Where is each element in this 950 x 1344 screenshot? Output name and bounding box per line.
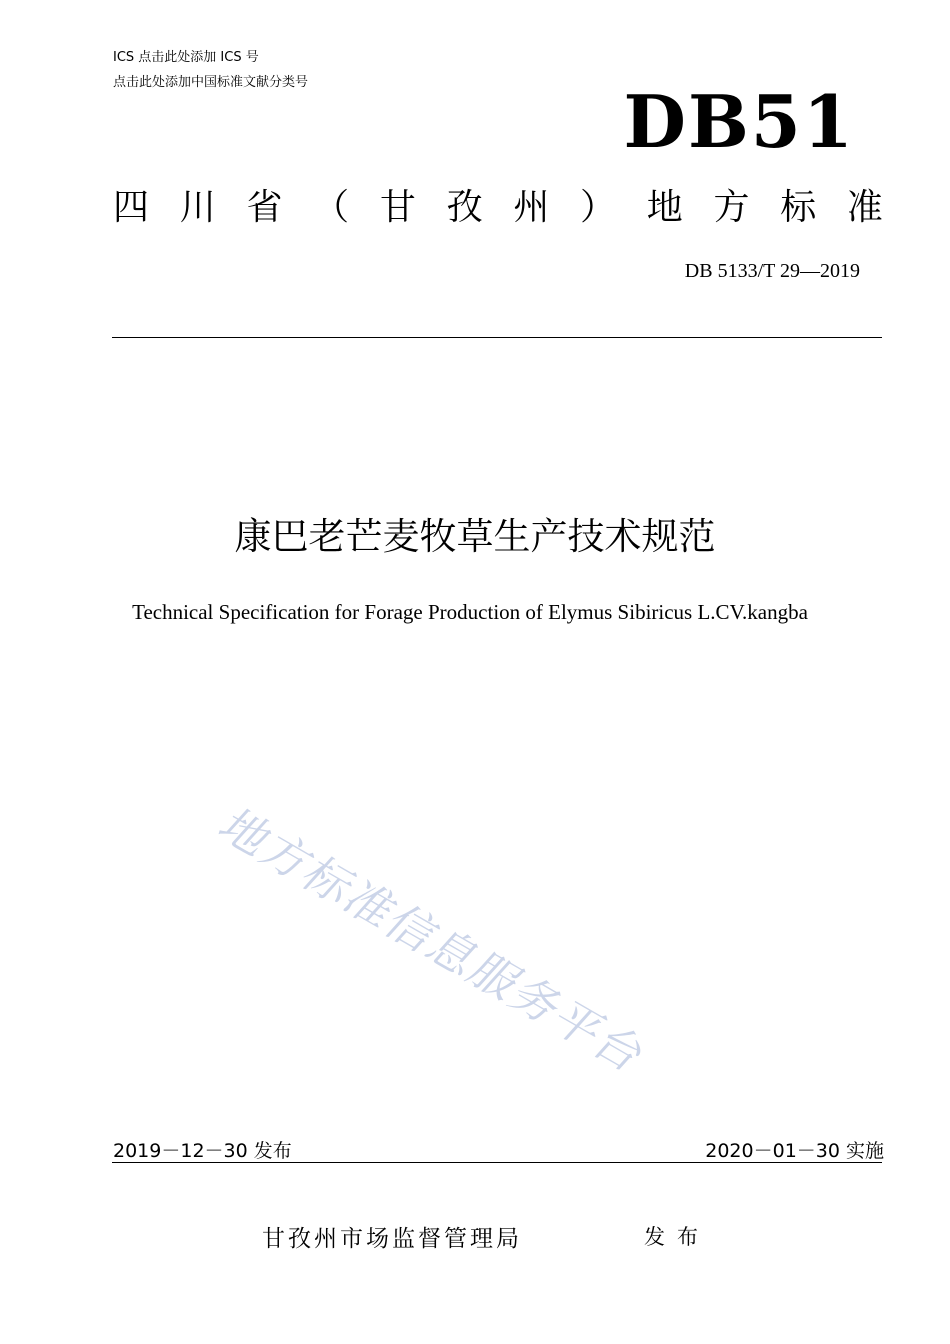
standard-type-heading (113, 186, 883, 230)
standard-type-char: 准 (846, 187, 883, 228)
standard-type-char: 方 (713, 187, 750, 228)
bottom-divider (112, 1162, 882, 1163)
standard-type-char: 甘 (379, 187, 416, 228)
standard-type-char: 孜 (446, 187, 483, 228)
db-logo: DB51 (623, 79, 855, 164)
ics-code: ICS 点击此处添加 ICS 号 (113, 50, 259, 65)
standard-number: DB 5133/T 29—2019 (684, 260, 860, 282)
standard-type-char: 四 (113, 187, 150, 228)
standard-type-char: 省 (246, 187, 283, 228)
implementation-date: 2020－01－30 实施 (705, 1140, 884, 1162)
watermark-text: 地方标准信息服务平台 (207, 800, 661, 1082)
top-divider (112, 337, 882, 338)
title-english: Technical Specification for Forage Production of Elymus Sibiricus L.CV.kangba (132, 600, 808, 624)
standard-type-char: ） (580, 187, 617, 228)
title-chinese: 康巴老芒麦牧草生产技术规范 (234, 515, 716, 558)
issue-date: 2019－12－30 发布 (113, 1140, 292, 1162)
standard-type-char: 川 (179, 187, 216, 228)
publish-label: 发布 (644, 1225, 710, 1249)
standard-type-char: 地 (646, 187, 683, 228)
standard-type-char: 州 (513, 187, 550, 228)
ccs-code: 点击此处添加中国标准文献分类号 (113, 75, 309, 90)
standard-type-char: （ (313, 187, 350, 228)
standard-type-char: 标 (780, 187, 817, 228)
publisher-name: 甘孜州市场监督管理局 (262, 1226, 522, 1252)
